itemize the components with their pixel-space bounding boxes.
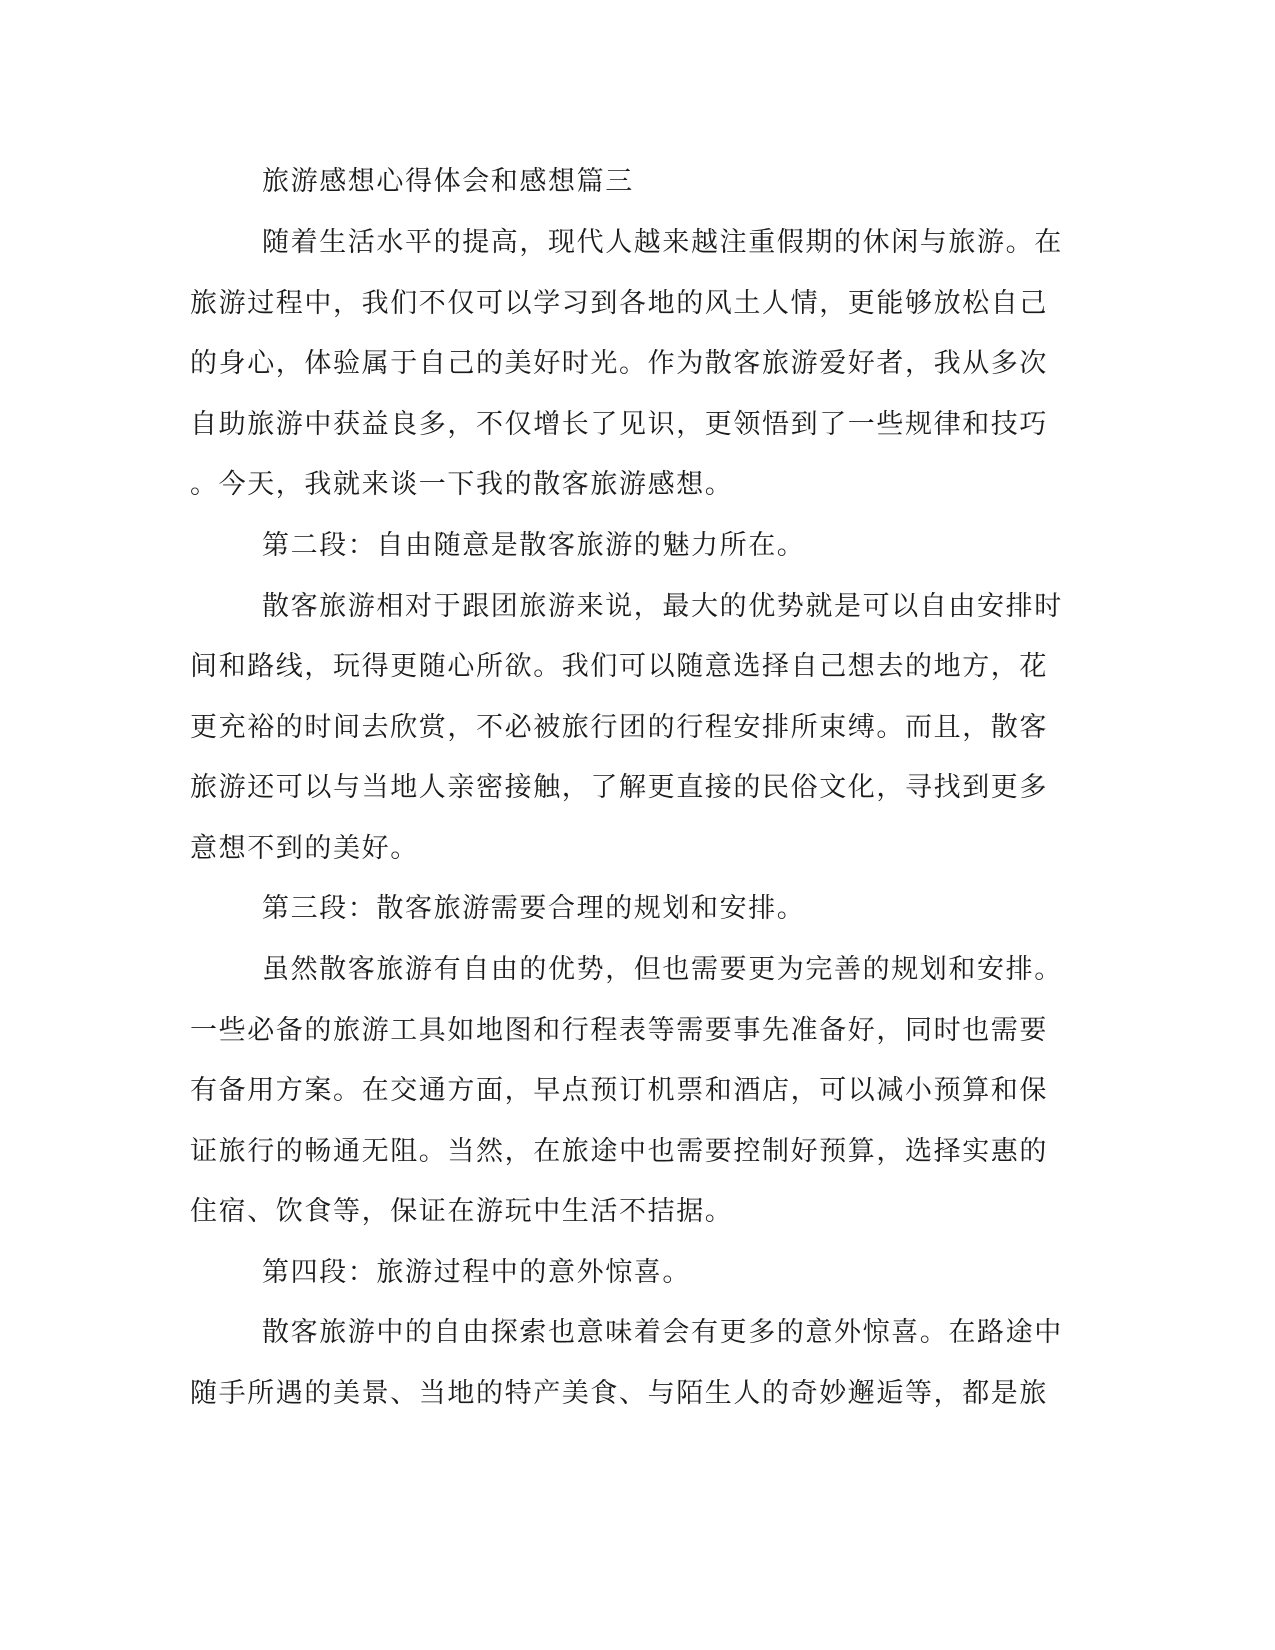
paragraph-line: 散客旅游相对于跟团旅游来说，最大的优势就是可以自由安排时 (262, 591, 1063, 622)
section-heading: 第二段：自由随意是散客旅游的魅力所在。 (262, 530, 806, 561)
paragraph-line: 随手所遇的美景、当地的特产美食、与陌生人的奇妙邂逅等，都是旅 (190, 1378, 1048, 1409)
paragraph-line: 意想不到的美好。 (190, 833, 419, 864)
paragraph-line: 自助旅游中获益良多，不仅增长了见识，更领悟到了一些规律和技巧 (190, 409, 1048, 440)
paragraph-line: 的身心，体验属于自己的美好时光。作为散客旅游爱好者，我从多次 (190, 348, 1048, 379)
paragraph-line: 旅游过程中，我们不仅可以学习到各地的风土人情，更能够放松自己 (190, 288, 1048, 319)
paragraph-line: 。今天，我就来谈一下我的散客旅游感想。 (190, 469, 734, 500)
paragraph-line: 更充裕的时间去欣赏，不必被旅行团的行程安排所束缚。而且，散客 (190, 712, 1048, 743)
paragraph-line: 证旅行的畅通无阻。当然，在旅途中也需要控制好预算，选择实惠的 (190, 1136, 1048, 1167)
paragraph-line: 旅游还可以与当地人亲密接触，了解更直接的民俗文化，寻找到更多 (190, 772, 1048, 803)
paragraph-line: 住宿、饮食等，保证在游玩中生活不拮据。 (190, 1196, 734, 1227)
document-title: 旅游感想心得体会和感想篇三 (262, 166, 634, 197)
paragraph-line: 有备用方案。在交通方面，早点预订机票和酒店，可以减小预算和保 (190, 1075, 1048, 1106)
section-heading: 第四段：旅游过程中的意外惊喜。 (262, 1257, 691, 1288)
paragraph-line: 一些必备的旅游工具如地图和行程表等需要事先准备好，同时也需要 (190, 1015, 1048, 1046)
paragraph-line: 虽然散客旅游有自由的优势，但也需要更为完善的规划和安排。 (262, 954, 1063, 985)
paragraph-line: 随着生活水平的提高，现代人越来越注重假期的休闲与旅游。在 (262, 227, 1063, 258)
section-heading: 第三段：散客旅游需要合理的规划和安排。 (262, 893, 806, 924)
paragraph-line: 间和路线，玩得更随心所欲。我们可以随意选择自己想去的地方，花 (190, 651, 1048, 682)
paragraph-line: 散客旅游中的自由探索也意味着会有更多的意外惊喜。在路途中 (262, 1317, 1063, 1348)
